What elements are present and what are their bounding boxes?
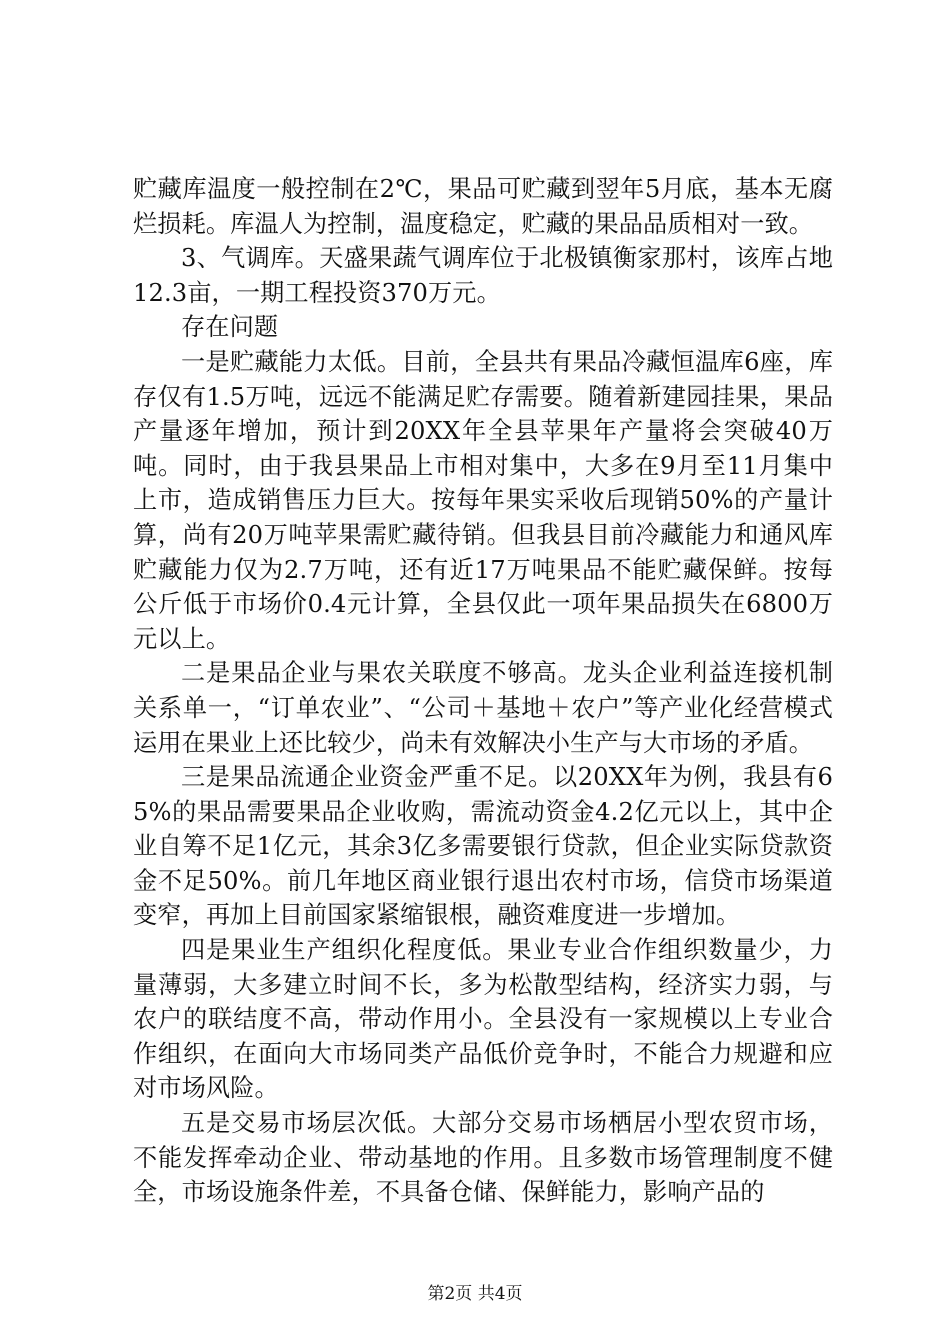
section-heading-problems: 存在问题	[181, 313, 279, 342]
paragraph-problem-one: 一是贮藏能力太低。目前，全县共有果品冷藏恒温库6座，库存仅有1.5万吨，远远不能满足贮存需要。随着新建园挂果，果品产量逐年增加，预计到20XX年全县苹果年产量将会突破40万吨。同时，由于我县果品上市相对集中，大多在9月至11月集中上市，造成销售压力巨大。按每年果实采收后现销50%的产量计算，尚有20万吨苹果需贮藏待销。但我县目前冷藏能力和通风库贮藏能力仅为2.7万吨，还有近17万吨果品不能贮藏保鲜。按每公斤低于市场价0.4元计算，全县仅此一项年果品损失在6800万元以上。	[133, 347, 833, 653]
page-footer	[0, 1283, 950, 1305]
paragraph-controlled-atmosphere: 3、气调库。天盛果蔬气调库位于北极镇衡家那村，该库占地12.3亩，一期工程投资370万元。	[133, 244, 833, 307]
paragraph-problem-five: 五是交易市场层次低。大部分交易市场栖居小型农贸市场，不能发挥牵动企业、带动基地的作用。且多数市场管理制度不健全，市场设施条件差，不具备仓储、保鲜能力，影响产品的	[133, 1109, 833, 1207]
page-number-label: 第2页 共4页	[427, 1284, 523, 1304]
paragraph-problem-three: 三是果品流通企业资金严重不足。以20XX年为例，我县有65%的果品需要果品企业收购，需流动资金4.2亿元以上，其中企业自筹不足1亿元，其余3亿多需要银行贷款，但企业实际贷款资金不足50%。前几年地区商业银行退出农村市场，信贷市场渠道变窄，再加上目前国家紧缩银根，融资难度进一步增加。	[133, 763, 833, 930]
paragraph-problem-four: 四是果业生产组织化程度低。果业专业合作组织数量少，力量薄弱，大多建立时间不长，多为松散型结构，经济实力弱，与农户的联结度不高，带动作用小。全县没有一家规模以上专业合作组织，在面向大市场同类产品低价竞争时，不能合力规避和应对市场风险。	[133, 936, 833, 1103]
paragraph-problem-two: 二是果品企业与果农关联度不够高。龙头企业利益连接机制关系单一，“订单农业”、“公司＋基地＋农户”等产业化经营模式运用在果业上还比较少，尚未有效解决小生产与大市场的矛盾。	[133, 659, 833, 757]
document-body	[133, 172, 833, 1210]
paragraph-storage-temperature: 贮藏库温度一般控制在2℃，果品可贮藏到翌年5月底，基本无腐烂损耗。库温人为控制，温度稳定，贮藏的果品品质相对一致。	[133, 175, 833, 238]
